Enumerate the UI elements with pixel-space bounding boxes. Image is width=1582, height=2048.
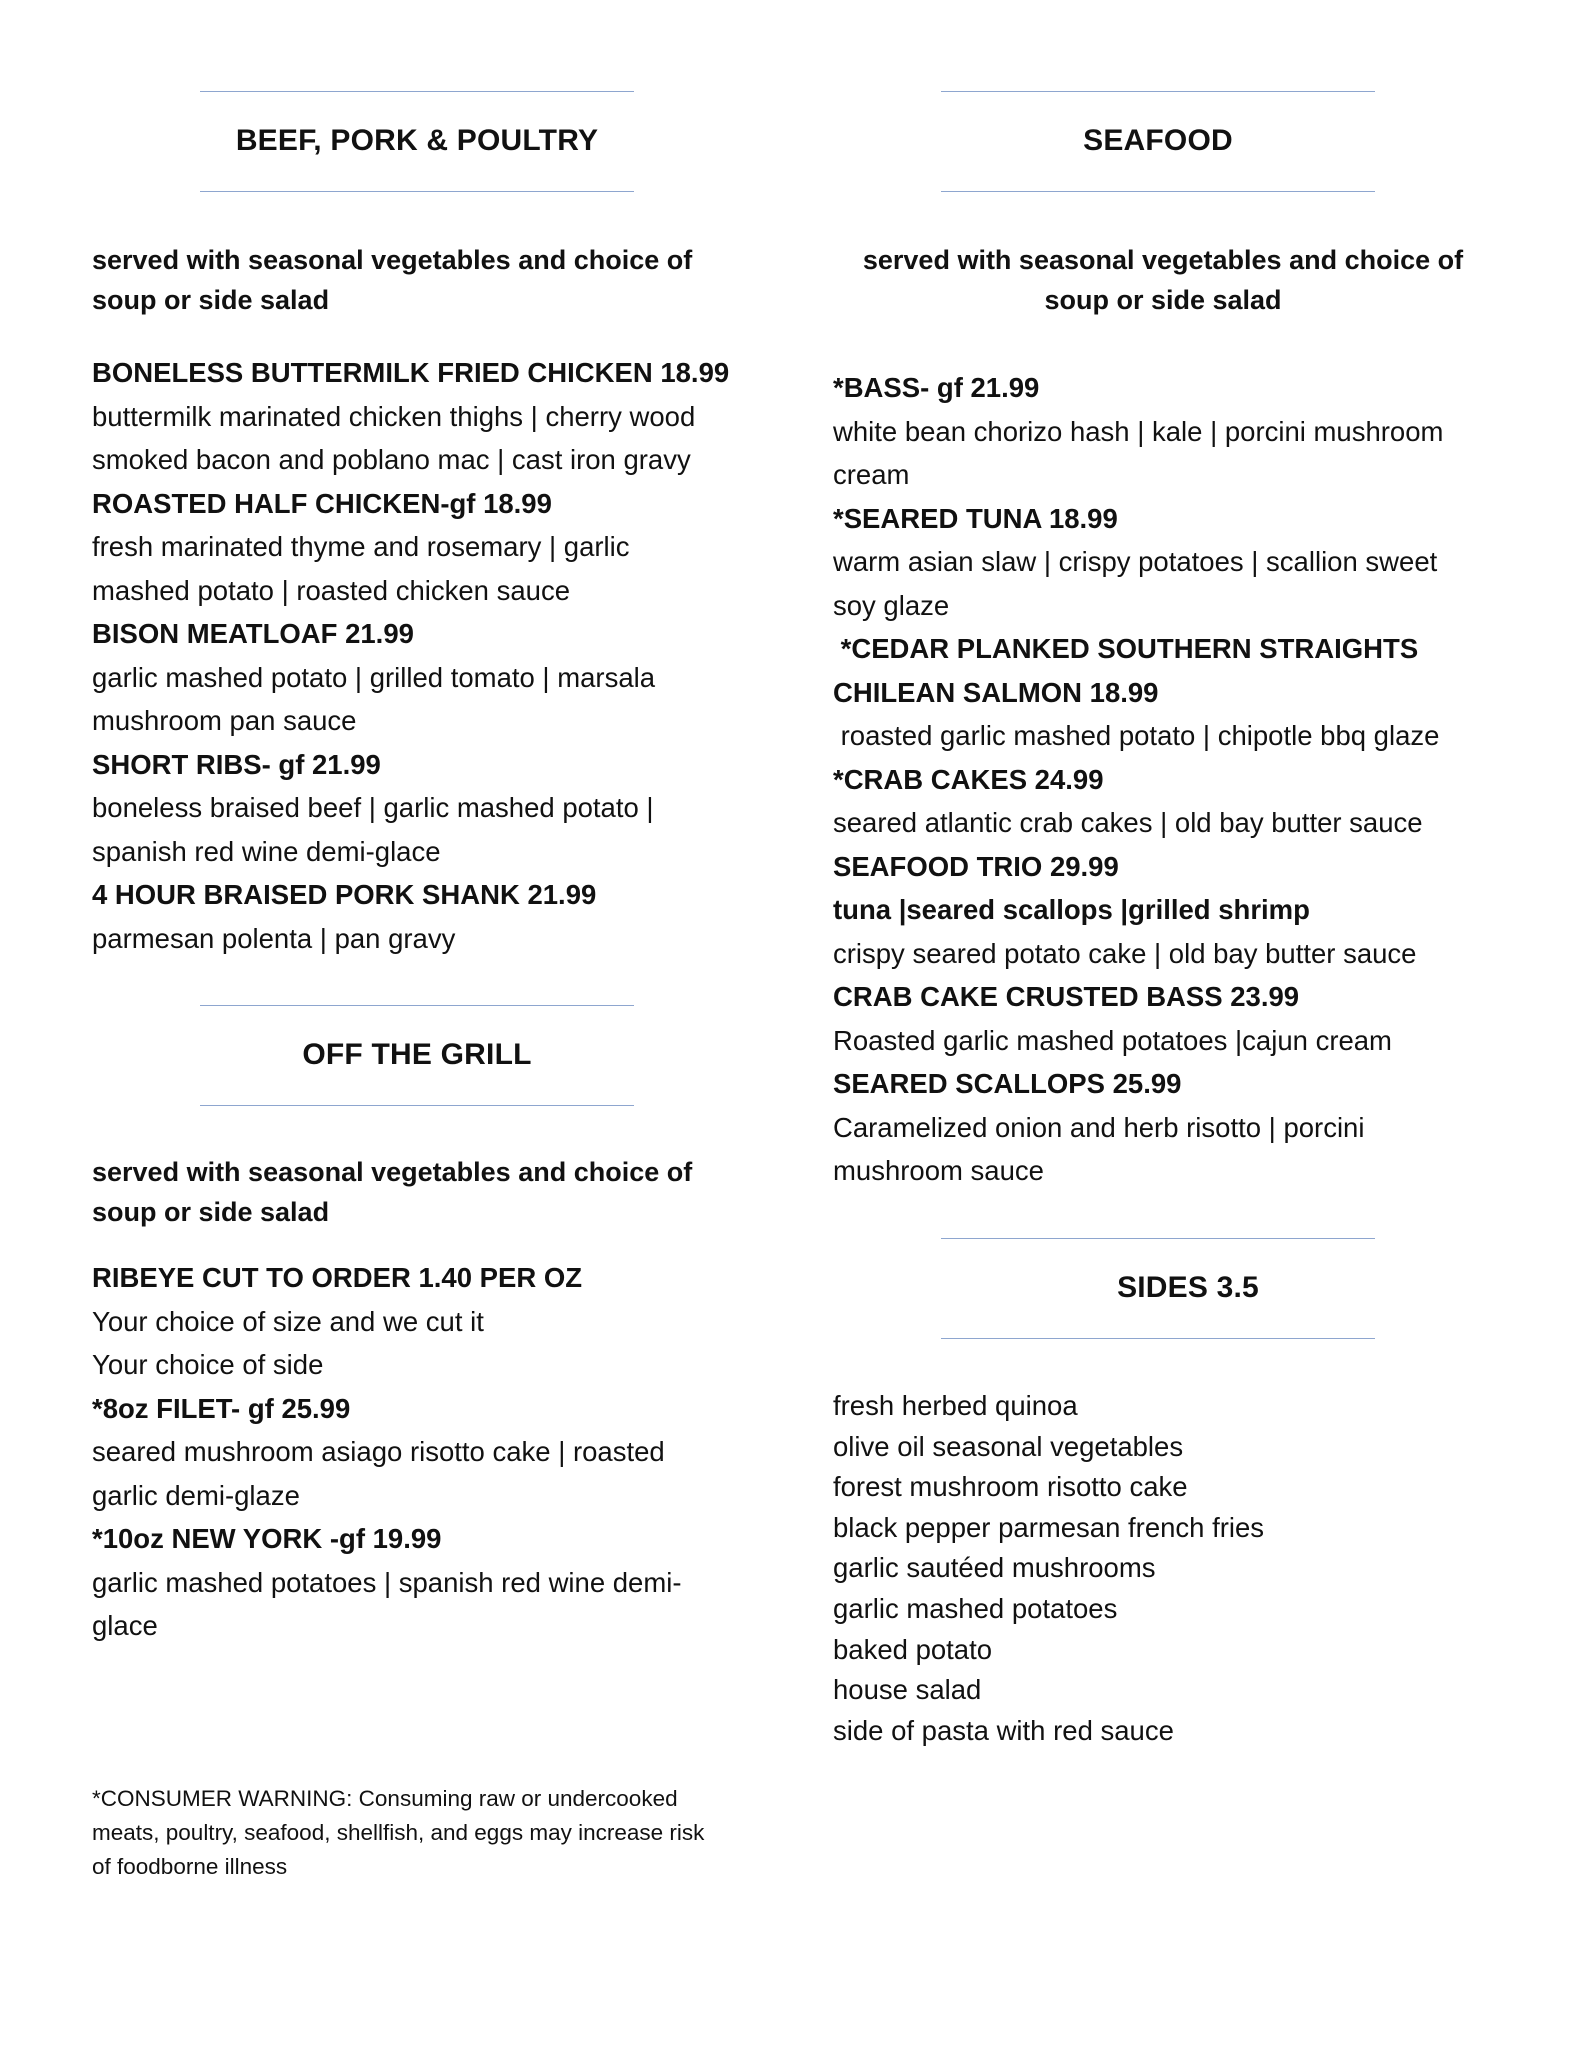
menu-item [833,627,1503,758]
warning-line: meats, poultry, seafood, shellfish, and eggs may increase risk [92,1820,705,1845]
menu-item [92,743,762,874]
menu-item-desc: Roasted garlic mashed potatoes |cajun cream [833,1024,1392,1056]
menu-item-desc: glace [92,1610,158,1641]
menu-item [833,975,1503,1062]
header-rule-bottom [200,191,634,192]
side-item: garlic sautéed mushrooms [833,1552,1156,1584]
grill-item-list [92,1256,762,1648]
menu-item-name: BISON MEATLOAF 21.99 [92,618,414,649]
menu-item-name: RIBEYE CUT TO ORDER 1.40 PER OZ [92,1262,583,1293]
menu-item-desc: buttermilk marinated chicken thighs | cherry wood [92,400,696,432]
header-rule-bottom [941,191,1375,192]
warning-line: of foodborne illness [92,1854,288,1879]
menu-item-name: CRAB CAKE CRUSTED BASS 23.99 [833,981,1300,1012]
side-item: forest mushroom risotto cake [833,1471,1188,1503]
menu-item-desc: fresh marinated thyme and rosemary | garlic [92,531,630,562]
menu-item [833,758,1503,845]
menu-item-desc: mushroom pan sauce [92,705,357,736]
menu-item [833,497,1503,628]
seafood-section-title: SEAFOOD [1083,124,1233,157]
menu-item-name: 4 HOUR BRAISED PORK SHANK 21.99 [92,879,597,910]
menu-item-desc: garlic mashed potatoes | spanish red wine demi- [92,1566,682,1598]
menu-item-desc: boneless braised beef | garlic mashed potato | [92,792,654,823]
menu-item-name: SHORT RIBS- gf 21.99 [92,748,381,780]
intro-line: served with seasonal vegetables and choice of [92,245,693,275]
menu-item-desc: roasted garlic mashed potato | chipotle bbq glaze [833,720,1440,751]
menu-item-name: *8oz FILET- gf 25.99 [92,1392,351,1424]
intro-line: soup or side salad [1044,285,1282,315]
grill-section-title: OFF THE GRILL [302,1038,532,1071]
menu-item [833,845,1503,976]
beef-intro [92,240,732,320]
menu-item-name: ROASTED HALF CHICKEN-gf 18.99 [92,487,552,519]
intro-line: soup or side salad [92,285,330,315]
menu-item-desc: Your choice of size and we cut it [92,1305,484,1337]
seafood-intro [833,240,1493,320]
menu-item [92,1256,762,1387]
header-rule-top [941,91,1375,92]
consumer-warning [92,1782,752,1884]
header-rule-top [200,1005,634,1006]
menu-item-name: *10oz NEW YORK -gf 19.99 [92,1523,442,1554]
grill-section-header [92,1005,752,1115]
menu-item-desc: seared atlantic crab cakes | old bay butter sauce [833,807,1423,838]
header-rule-bottom [200,1105,634,1106]
side-item: baked potato [833,1633,993,1665]
intro-line: soup or side salad [92,1197,330,1227]
header-rule-top [200,91,634,92]
side-item: olive oil seasonal vegetables [833,1430,1184,1462]
menu-item-name: SEARED SCALLOPS 25.99 [833,1068,1182,1099]
menu-item [92,612,762,743]
menu-item-name: *BASS- gf 21.99 [833,372,1040,403]
side-item: fresh herbed quinoa [833,1390,1078,1421]
menu-item-desc: soy glaze [833,589,950,621]
menu-item-desc: spanish red wine demi-glace [92,835,441,867]
menu-item-name-cont: tuna |seared scallops |grilled shrimp [833,894,1310,925]
seafood-section-header [833,91,1493,201]
beef-section-title: BEEF, PORK & POULTRY [235,124,599,157]
header-rule-bottom [941,1338,1375,1339]
intro-line: served with seasonal vegetables and choice of [862,245,1464,275]
menu-item [92,1517,762,1648]
grill-intro [92,1152,732,1232]
header-rule-top [941,1238,1375,1239]
menu-item [92,482,762,613]
warning-line: *CONSUMER WARNING: Consuming raw or undercooked [92,1786,678,1811]
seafood-item-list [833,366,1503,1193]
menu-item-name: *CRAB CAKES 24.99 [833,763,1104,795]
menu-item-desc: Caramelized onion and herb risotto | porcini [833,1111,1365,1143]
menu-item-name: *SEARED TUNA 18.99 [833,502,1118,534]
beef-section-header [92,91,752,201]
menu-item-desc: garlic mashed potato | grilled tomato | marsala [92,661,656,693]
sides-section-title: SIDES 3.5 [1117,1271,1259,1304]
menu-item-name: SEAFOOD TRIO 29.99 [833,850,1119,882]
menu-item [92,873,762,960]
menu-item [92,1387,762,1518]
menu-item-name: *CEDAR PLANKED SOUTHERN STRAIGHTS [833,633,1419,664]
menu-item-desc: mashed potato | roasted chicken sauce [92,574,570,606]
menu-item [833,1062,1503,1193]
menu-item [833,366,1503,497]
menu-item-desc: white bean chorizo hash | kale | porcini mushroom [833,415,1444,447]
sides-section-header [833,1238,1493,1348]
side-item: garlic mashed potatoes [833,1592,1118,1624]
side-item: house salad [833,1674,982,1706]
menu-item-desc: cream [833,459,910,490]
menu-item-desc: smoked bacon and poblano mac | cast iron gravy [92,444,691,475]
intro-line: served with seasonal vegetables and choice of [92,1157,693,1187]
side-item: side of pasta with red sauce [833,1714,1174,1746]
sides-list [833,1386,1493,1751]
menu-item-name-cont: CHILEAN SALMON 18.99 [833,676,1159,708]
menu-item-name: BONELESS BUTTERMILK FRIED CHICKEN 18.99 [92,357,730,388]
menu-item-desc: mushroom sauce [833,1155,1044,1186]
beef-item-list [92,351,762,960]
menu-item-desc: garlic demi-glaze [92,1479,300,1511]
menu-item-desc: parmesan polenta | pan gravy [92,922,456,954]
menu-item-desc: Your choice of side [92,1349,324,1380]
menu-item-desc: seared mushroom asiago risotto cake | roasted [92,1436,665,1467]
side-item: black pepper parmesan french fries [833,1511,1265,1543]
menu-item [92,351,762,482]
menu-item-desc: crispy seared potato cake | old bay butter sauce [833,937,1417,969]
menu-item-desc: warm asian slaw | crispy potatoes | scallion sweet [833,546,1438,577]
